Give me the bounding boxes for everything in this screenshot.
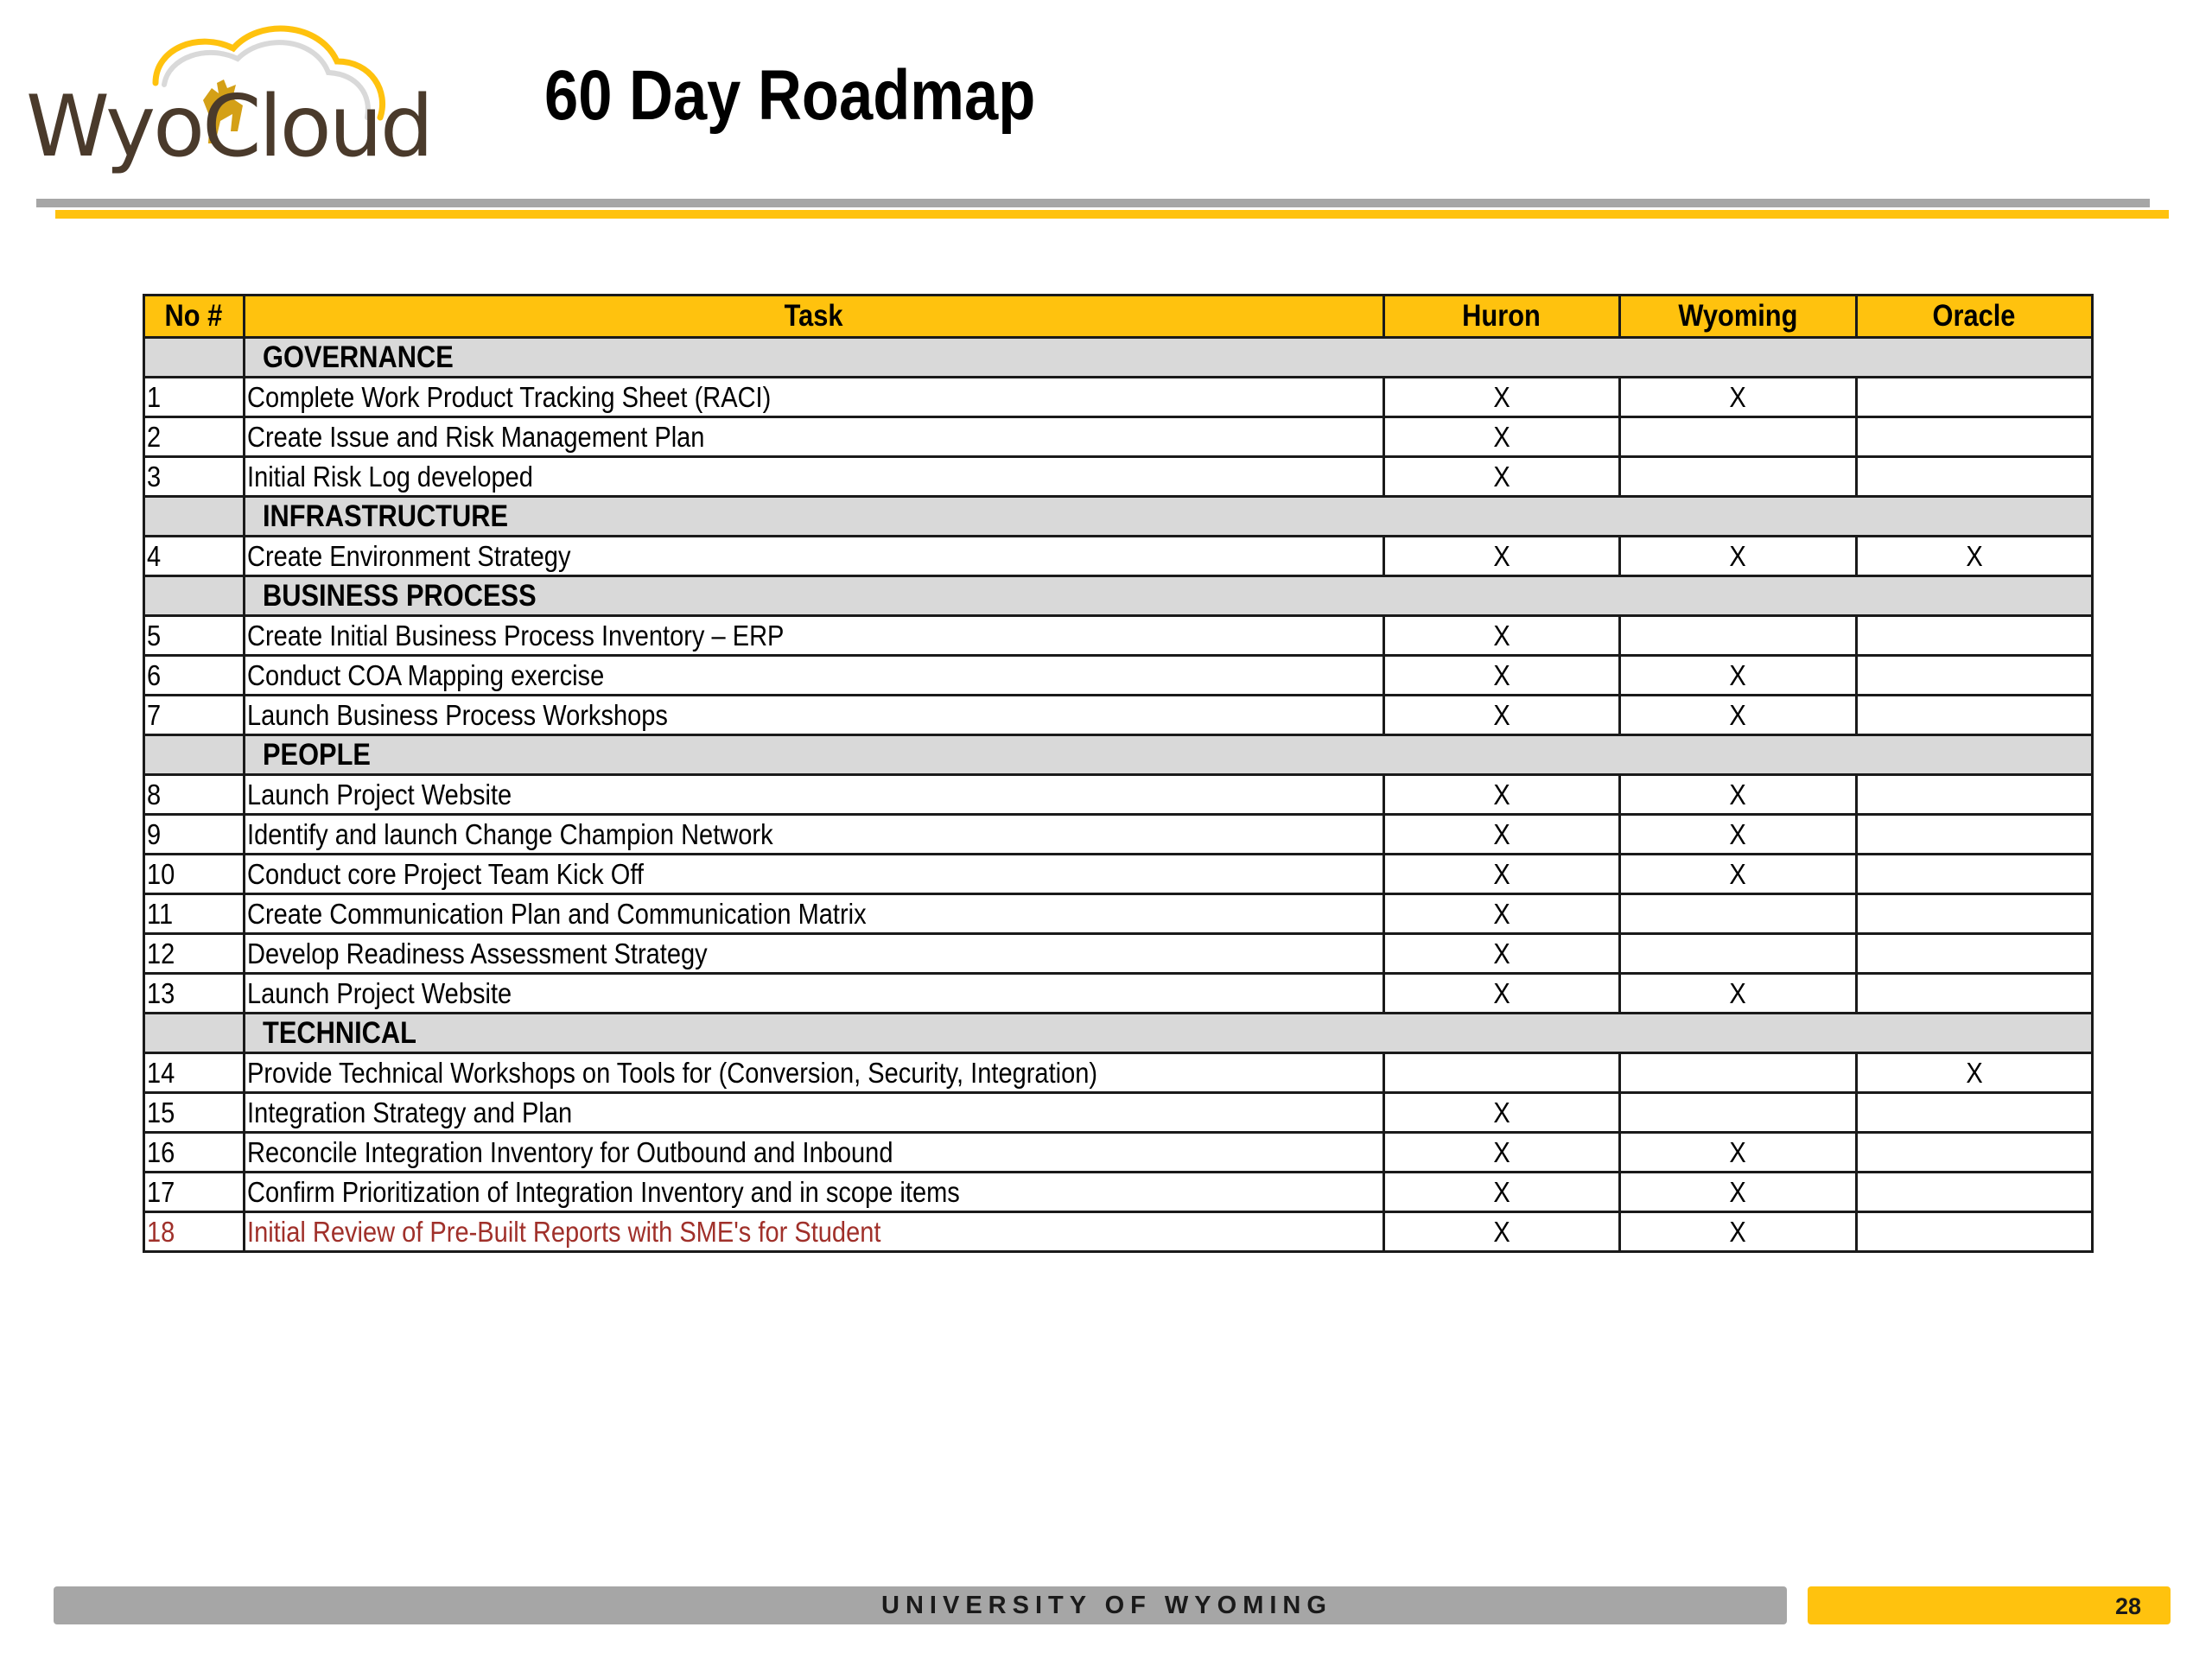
wyoming-cell: X <box>1620 696 1856 735</box>
task-cell: Initial Review of Pre-Built Reports with SME's for Student <box>244 1212 1383 1252</box>
huron-cell: X <box>1383 1133 1619 1173</box>
huron-cell: X <box>1383 417 1619 457</box>
section-label: TECHNICAL <box>244 1014 2092 1053</box>
task-cell: Create Initial Business Process Inventory – ERP <box>244 616 1383 656</box>
table-row <box>144 656 2093 696</box>
wyocloud-logo <box>26 14 432 187</box>
task-cell: Launch Business Process Workshops <box>244 696 1383 735</box>
oracle-cell <box>1856 1133 2092 1173</box>
row-number: 8 <box>144 775 245 815</box>
row-number: 9 <box>144 815 245 855</box>
task-cell: Identify and launch Change Champion Network <box>244 815 1383 855</box>
row-number: 10 <box>144 855 245 894</box>
task-cell: Create Issue and Risk Management Plan <box>244 417 1383 457</box>
row-number: 11 <box>144 894 245 934</box>
task-cell: Reconcile Integration Inventory for Outbound and Inbound <box>244 1133 1383 1173</box>
oracle-cell <box>1856 894 2092 934</box>
table-row <box>144 1173 2093 1212</box>
oracle-cell: X <box>1856 1053 2092 1093</box>
task-cell: Launch Project Website <box>244 775 1383 815</box>
oracle-cell <box>1856 974 2092 1014</box>
wyoming-cell: X <box>1620 855 1856 894</box>
row-number: 12 <box>144 934 245 974</box>
wyoming-cell: X <box>1620 775 1856 815</box>
table-row <box>144 894 2093 934</box>
huron-cell: X <box>1383 616 1619 656</box>
header-rule-gold <box>55 210 2169 219</box>
section-row <box>144 1014 2093 1053</box>
huron-cell: X <box>1383 696 1619 735</box>
row-number: 15 <box>144 1093 245 1133</box>
table-header-row <box>144 296 2093 338</box>
wyoming-cell: X <box>1620 1212 1856 1252</box>
table-row <box>144 1093 2093 1133</box>
task-cell: Conduct COA Mapping exercise <box>244 656 1383 696</box>
table-row <box>144 417 2093 457</box>
task-cell: Develop Readiness Assessment Strategy <box>244 934 1383 974</box>
huron-cell: X <box>1383 775 1619 815</box>
huron-cell: X <box>1383 1093 1619 1133</box>
row-number: 4 <box>144 537 245 576</box>
table-row <box>144 1133 2093 1173</box>
row-number: 2 <box>144 417 245 457</box>
page-number-bar <box>1808 1586 2171 1624</box>
header-huron: Huron <box>1383 296 1619 338</box>
wyoming-cell: X <box>1620 656 1856 696</box>
task-cell: Provide Technical Workshops on Tools for (Conversion, Security, Integration) <box>244 1053 1383 1093</box>
oracle-cell <box>1856 934 2092 974</box>
task-cell: Create Environment Strategy <box>244 537 1383 576</box>
oracle-cell <box>1856 815 2092 855</box>
wyoming-cell <box>1620 894 1856 934</box>
row-number: 6 <box>144 656 245 696</box>
huron-cell: X <box>1383 537 1619 576</box>
row-number: 14 <box>144 1053 245 1093</box>
task-cell: Integration Strategy and Plan <box>244 1093 1383 1133</box>
table-row <box>144 537 2093 576</box>
oracle-cell <box>1856 1093 2092 1133</box>
section-row <box>144 497 2093 537</box>
huron-cell: X <box>1383 894 1619 934</box>
huron-cell: X <box>1383 1212 1619 1252</box>
header-wyoming: Wyoming <box>1620 296 1856 338</box>
task-cell: Confirm Prioritization of Integration Inventory and in scope items <box>244 1173 1383 1212</box>
task-cell: Create Communication Plan and Communication Matrix <box>244 894 1383 934</box>
huron-cell: X <box>1383 974 1619 1014</box>
oracle-cell <box>1856 378 2092 417</box>
huron-cell: X <box>1383 815 1619 855</box>
task-cell: Conduct core Project Team Kick Off <box>244 855 1383 894</box>
table-row <box>144 1053 2093 1093</box>
section-label: PEOPLE <box>244 735 2092 775</box>
wyoming-cell <box>1620 1093 1856 1133</box>
oracle-cell <box>1856 696 2092 735</box>
huron-cell: X <box>1383 656 1619 696</box>
row-number: 1 <box>144 378 245 417</box>
oracle-cell <box>1856 417 2092 457</box>
page-number: 28 <box>2114 1593 2141 1619</box>
huron-cell: X <box>1383 378 1619 417</box>
row-number: 3 <box>144 457 245 497</box>
table-row <box>144 775 2093 815</box>
oracle-cell <box>1856 1173 2092 1212</box>
oracle-cell <box>1856 775 2092 815</box>
table-row <box>144 457 2093 497</box>
section-label: GOVERNANCE <box>244 338 2092 378</box>
wyoming-cell: X <box>1620 974 1856 1014</box>
wyoming-cell: X <box>1620 537 1856 576</box>
table-row <box>144 855 2093 894</box>
table-row <box>144 378 2093 417</box>
table-row <box>144 974 2093 1014</box>
task-cell: Initial Risk Log developed <box>244 457 1383 497</box>
header-oracle: Oracle <box>1856 296 2092 338</box>
oracle-cell <box>1856 1212 2092 1252</box>
wyoming-cell: X <box>1620 1133 1856 1173</box>
wyoming-cell: X <box>1620 378 1856 417</box>
wyoming-cell <box>1620 934 1856 974</box>
page-title: 60 Day Roadmap <box>544 56 1036 135</box>
wyoming-cell <box>1620 616 1856 656</box>
logo-text: WyoCloud <box>26 78 432 176</box>
section-label: BUSINESS PROCESS <box>244 576 2092 616</box>
row-number: 17 <box>144 1173 245 1212</box>
huron-cell: X <box>1383 855 1619 894</box>
table-row <box>144 1212 2093 1252</box>
wyoming-cell <box>1620 417 1856 457</box>
oracle-cell <box>1856 855 2092 894</box>
row-number: 13 <box>144 974 245 1014</box>
huron-cell <box>1383 1053 1619 1093</box>
table-row <box>144 934 2093 974</box>
huron-cell: X <box>1383 457 1619 497</box>
footer-org: UNIVERSITY OF WYOMING <box>881 1592 1332 1619</box>
task-cell: Complete Work Product Tracking Sheet (RACI) <box>244 378 1383 417</box>
wyoming-cell: X <box>1620 815 1856 855</box>
wyoming-cell <box>1620 457 1856 497</box>
row-number: 16 <box>144 1133 245 1173</box>
huron-cell: X <box>1383 1173 1619 1212</box>
oracle-cell: X <box>1856 537 2092 576</box>
section-row <box>144 735 2093 775</box>
oracle-cell <box>1856 616 2092 656</box>
row-number: 7 <box>144 696 245 735</box>
oracle-cell <box>1856 656 2092 696</box>
huron-cell: X <box>1383 934 1619 974</box>
table-row <box>144 815 2093 855</box>
wyoming-cell: X <box>1620 1173 1856 1212</box>
section-row <box>144 576 2093 616</box>
wyoming-cell <box>1620 1053 1856 1093</box>
header-task: Task <box>244 296 1383 338</box>
row-number: 18 <box>144 1212 245 1252</box>
table-row <box>144 696 2093 735</box>
task-cell: Launch Project Website <box>244 974 1383 1014</box>
section-row <box>144 338 2093 378</box>
header-rule-grey <box>36 199 2150 207</box>
row-number: 5 <box>144 616 245 656</box>
oracle-cell <box>1856 457 2092 497</box>
table-row <box>144 616 2093 656</box>
roadmap-table <box>143 294 2094 1253</box>
section-label: INFRASTRUCTURE <box>244 497 2092 537</box>
header-no: No # <box>144 296 245 338</box>
